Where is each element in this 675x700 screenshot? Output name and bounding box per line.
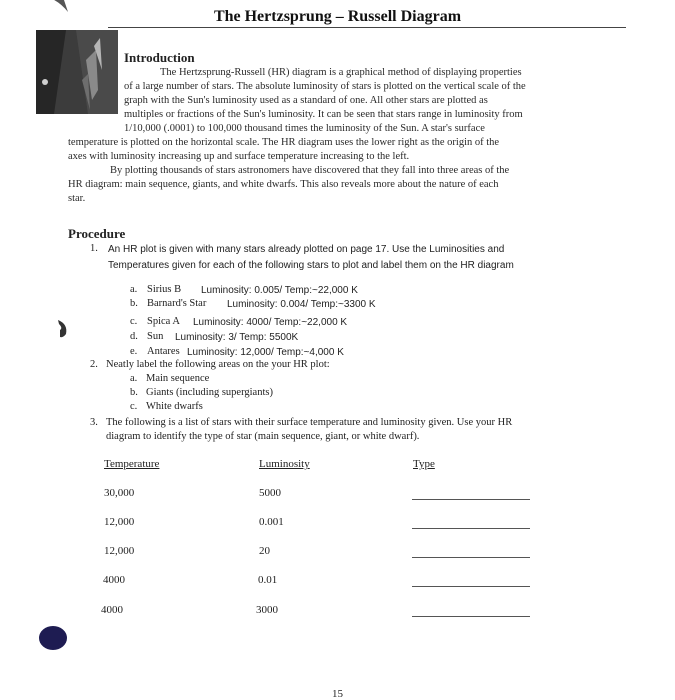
intro-line: of a large number of stars. The absolute luminosity of stars is plotted on the vertical scale of the <box>124 81 526 92</box>
star-item-label: d. <box>130 331 138 342</box>
area-item-label: c. <box>130 401 138 412</box>
intro-line: multiples or fractions of the Sun's luminosity. It can be seen that stars range in luminosity from <box>124 109 523 120</box>
luminosity-column-header: Luminosity <box>259 458 310 470</box>
star-item-label: a. <box>130 284 138 295</box>
table-cell-luminosity: 5000 <box>259 487 281 499</box>
area-item-label: a. <box>130 373 138 384</box>
table-cell-temperature: 12,000 <box>104 516 135 528</box>
intro-line: axes with luminosity increasing up and surface temperature increasing to the left. <box>68 151 410 162</box>
area-item-label: b. <box>130 387 138 398</box>
type-column-header: Type <box>413 458 435 470</box>
type-answer-line[interactable] <box>412 586 530 587</box>
table-cell-temperature: 4000 <box>103 574 125 586</box>
table-cell-temperature: 12,000 <box>104 545 135 557</box>
step-3-text: diagram to identify the type of star (main sequence, giant, or white dwarf). <box>106 431 420 442</box>
star-item-label: c. <box>130 316 138 327</box>
step-2-text: Neatly label the following areas on the your HR plot: <box>106 359 330 370</box>
step-number: 1. <box>90 243 98 254</box>
intro-line: temperature is plotted on the horizontal scale. The HR diagram uses the lower right as the origin of the <box>68 137 500 148</box>
star-item-name: Spica A <box>147 316 180 327</box>
area-item: White dwarfs <box>146 401 203 412</box>
intro-line: graph with the Sun's luminosity used as a standard of one. All other stars are plotted as <box>124 95 488 106</box>
introduction-heading: Introduction <box>124 50 195 65</box>
intro-line: By plotting thousands of stars astronomers have discovered that they fall into three areas of the <box>110 165 510 176</box>
star-item-name: Antares <box>147 346 180 357</box>
area-item: Main sequence <box>146 373 210 384</box>
intro-line: HR diagram: main sequence, giants, and white dwarfs. This also reveals more about the nature of each <box>68 179 499 190</box>
intro-line: star. <box>68 193 86 204</box>
page-number: 15 <box>332 688 343 700</box>
star-item-label: b. <box>130 298 138 309</box>
table-cell-luminosity: 0.001 <box>259 516 284 528</box>
table-cell-luminosity: 3000 <box>256 604 278 616</box>
procedure-heading: Procedure <box>68 226 126 241</box>
title-divider <box>108 27 626 28</box>
intro-line: 1/10,000 (.0001) to 100,000 thousand times the luminosity of the Sun. A star's surface <box>124 123 485 134</box>
table-cell-temperature: 30,000 <box>104 487 135 499</box>
table-cell-temperature: 4000 <box>101 604 123 616</box>
intro-line: The Hertzsprung-Russell (HR) diagram is a graphical method of displaying properties <box>160 67 522 78</box>
star-item-info: Luminosity: 12,000/ Temp:~4,000 K <box>187 347 344 358</box>
star-item-label: e. <box>130 346 138 357</box>
step-1-text: An HR plot is given with many stars already plotted on page 17. Use the Luminosities and <box>108 244 505 255</box>
table-cell-luminosity: 20 <box>259 545 270 557</box>
area-item: Giants (including supergiants) <box>146 387 273 398</box>
star-item-info: Luminosity: 0.004/ Temp:~3300 K <box>227 299 376 310</box>
star-item-info: Luminosity: 0.005/ Temp:~22,000 K <box>201 285 358 296</box>
punch-mark-icon <box>48 0 72 14</box>
star-item-info: Luminosity: 4000/ Temp:~22,000 K <box>193 317 348 328</box>
type-answer-line[interactable] <box>412 616 530 617</box>
type-answer-line[interactable] <box>412 528 530 529</box>
intro-photo <box>36 30 118 114</box>
step-3-text: The following is a list of stars with their surface temperature and luminosity given. Use your HR <box>106 417 513 428</box>
type-answer-line[interactable] <box>412 499 530 500</box>
star-item-name: Sirius B <box>147 284 182 295</box>
type-answer-line[interactable] <box>412 557 530 558</box>
step-1-text: Temperatures given for each of the following stars to plot and label them on the HR diagram <box>108 260 514 271</box>
star-item-name: Sun <box>147 331 164 342</box>
temperature-column-header: Temperature <box>104 458 160 470</box>
punch-mark-icon <box>54 318 70 340</box>
step-number: 3. <box>90 417 98 428</box>
page-title: The Hertzsprung – Russell Diagram <box>213 8 462 25</box>
star-item-info: Luminosity: 3/ Temp: 5500K <box>175 332 299 343</box>
star-item-name: Barnard's Star <box>147 298 207 309</box>
ink-dot <box>39 626 67 650</box>
table-cell-luminosity: 0.01 <box>258 574 278 586</box>
step-number: 2. <box>90 359 98 370</box>
